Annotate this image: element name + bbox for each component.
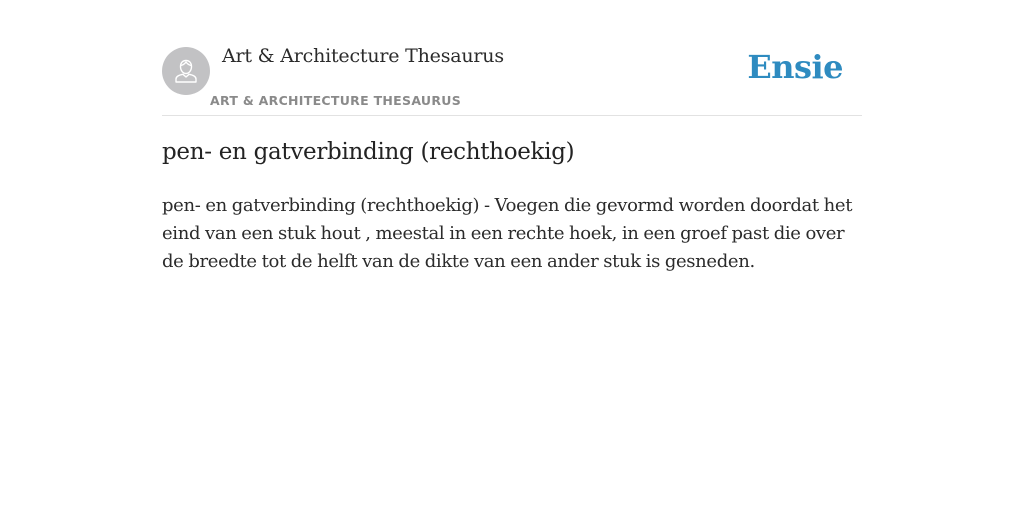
brand-logo[interactable]: Ensie [747,48,843,86]
content-container [162,0,862,272]
definition-text: pen- en gatverbinding (rechthoekig) - Voegen die gevormd worden doordat het eind van een stuk hout , meestal in een rechte hoek, in een groef past die over de breedte tot de helft van de dikte van een ander stuk is gesneden. [162,195,853,272]
user-icon [171,56,201,86]
author-header [162,0,862,116]
page-title: pen- en gatverbinding (rechthoekig) [162,139,575,165]
author-name[interactable]: Art & Architecture Thesaurus [222,45,504,67]
author-subtitle: ART & ARCHITECTURE THESAURUS [210,93,462,108]
avatar[interactable] [162,47,210,95]
